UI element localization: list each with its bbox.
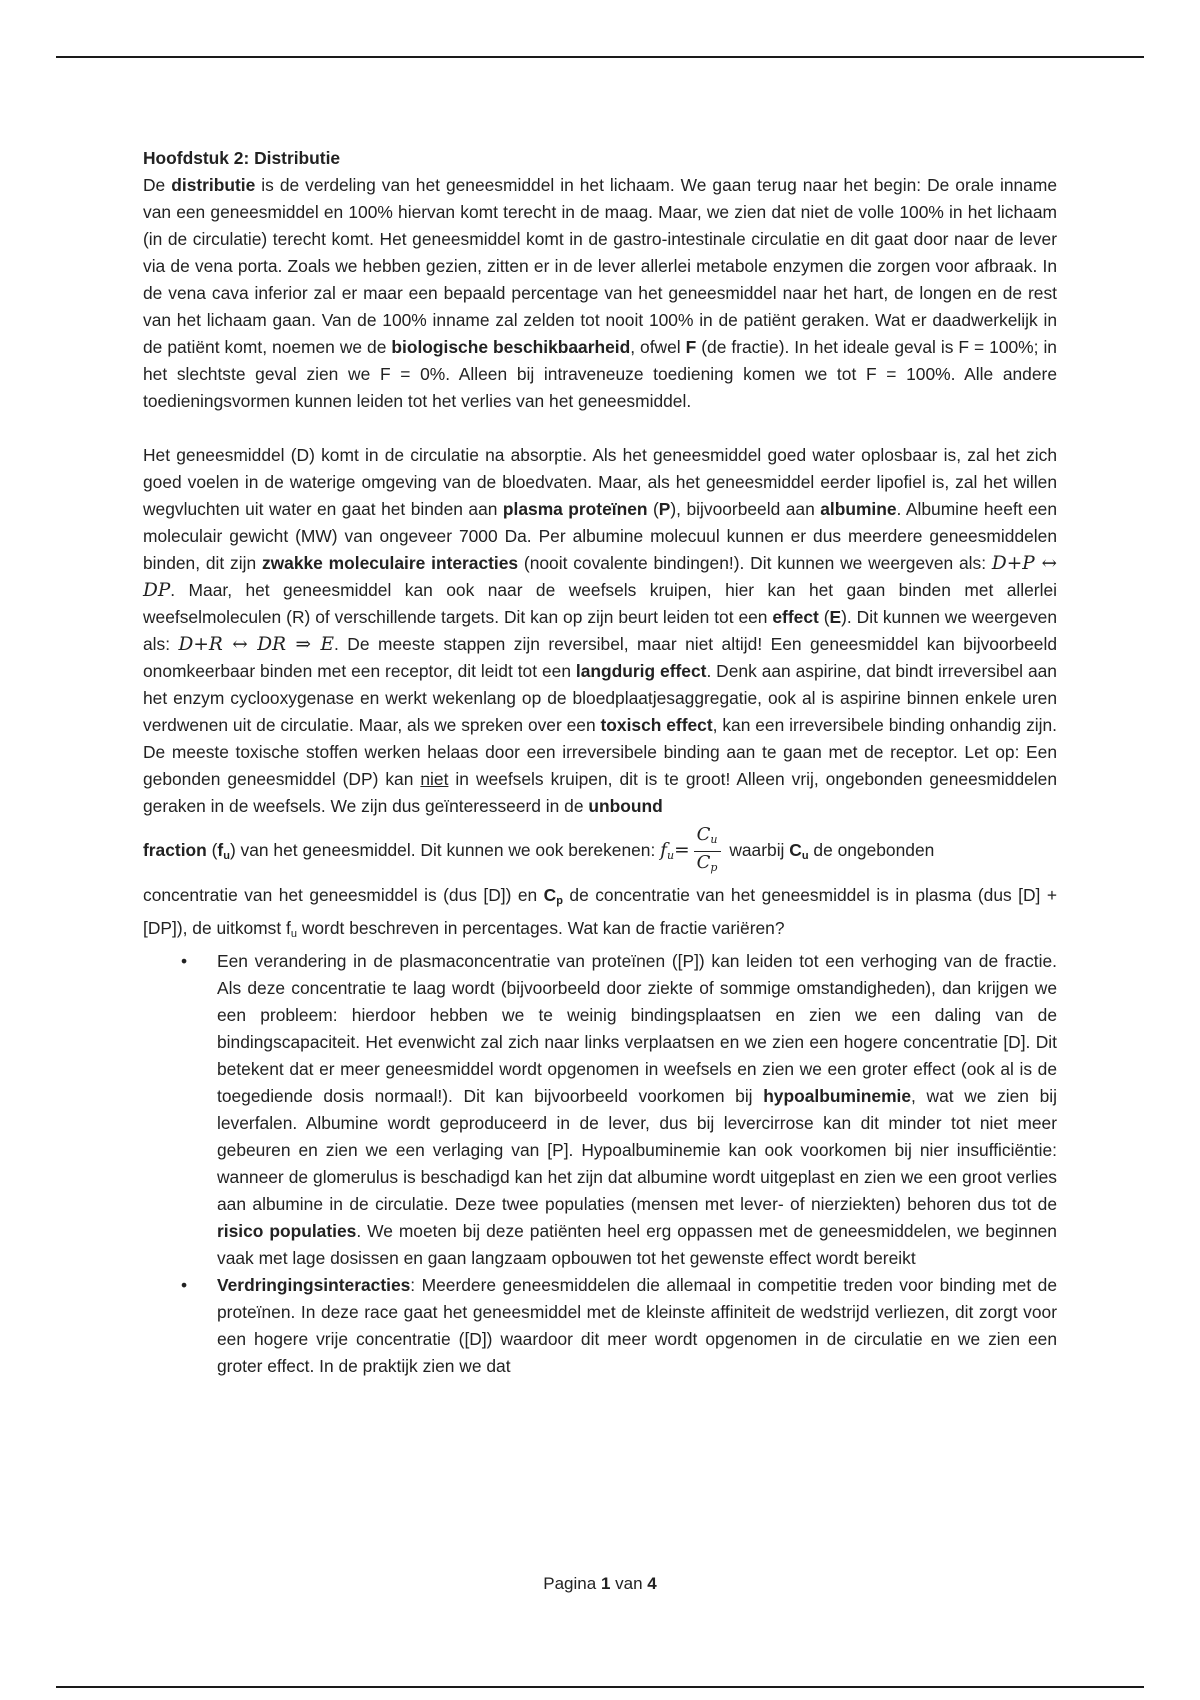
chapter-heading: Hoofdstuk 2: Distributie — [143, 148, 341, 168]
bullet-list — [143, 948, 1057, 1380]
formula-denominator: $C_p$ — [696, 851, 718, 874]
page-footer: Pagina 1 van 4 — [543, 1574, 657, 1593]
current-page: 1 — [600, 1574, 611, 1593]
formula-sentence: fraction $(f_u)$ van het geneesmiddel. Dit kunnen we ook berekenen: $f_u=$ $\frac{C_u}{C_p}$ waarbij $C_u$ de ongebonden — [143, 824, 934, 879]
formula-lhs: $f_u=$ — [660, 839, 690, 862]
bullet-icon: • — [181, 1275, 188, 1295]
list-item: • Verdringingsinteracties: Meerdere geneesmiddelen die allemaal in competitie treden voor binding met de proteïnen. In deze race gaat het geneesmiddel met de kleinste affiniteit de wedstrijd verliezen, dit zorgt voor een hogere vrije concentratie ([D]) waardoor dit meer wordt opgenomen in de circulatie en we zien een groter effect. In de praktijk zien we dat — [143, 1272, 1057, 1380]
footer-rule — [56, 1686, 1144, 1688]
inline-equation: D+R ↔ DR ⇒ E — [178, 634, 335, 655]
formula-numerator: $C_u$ — [694, 824, 721, 852]
paragraph-concentration: concentratie van het geneesmiddel is (dus [D]) en $C_p$ de concentratie van het geneesmiddel is in plasma (dus [D] + [DP]), de uitkomst $f_u$ wordt beschreven in percentages. Wat kan de fractie variëren? — [143, 885, 1057, 940]
fraction-word: fraction — [143, 839, 207, 860]
unbound-fraction-formula — [694, 824, 721, 879]
list-item: • Een verandering in de plasmaconcentratie van proteïnen ([P]) kan leiden tot een verhoging van de fractie. Als deze concentratie te laag wordt (bijvoorbeeld door ziekte of sommige omstandigheden), dan krijgen we een probleem: hierdoor hebben we te weinig bindingsplaatsen en zien we een daling van de bindingscapaciteit. Het evenwicht zal zich naar links verplaatsen en we zien een hogere concentratie [D]. Dit betekent dat er meer geneesmiddel wordt opgenomen in weefsels en zien we een groter effect (ook al is de toegediende dosis normaal!). Dit kan bijvoorbeeld voorkomen bij hypoalbuminemie, wat we zien bij leverfalen. Albumine wordt geproduceerd in de lever, dus bij levercirrose kan dit minder tot niet meer gebeuren en zien we een verlaging van [P]. Hypoalbuminemie kan ook voorkomen bij nier insufficiëntie: wanneer de glomerulus is beschadigd kan het zijn dat albumine wordt uitgeplast en zien we een groot verlies aan albumine in de circulatie. Deze twee populaties (mensen met lever- of nierziekten) behoren dus tot de risico populaties. We moeten bij deze patiënten heel erg oppassen met de geneesmiddelen, we beginnen vaak met lage dosissen en gaan langzaam opbouwen tot het gewenste effect wordt bereikt — [143, 948, 1057, 1272]
header-rule — [56, 56, 1144, 58]
inline-equation: D+P ↔ DP — [143, 553, 1057, 601]
document-body — [143, 145, 1057, 1380]
paragraph-binding: Het geneesmiddel (D) komt in de circulatie na absorptie. Als het geneesmiddel goed water oplosbaar is, zal het zich goed voelen in de waterige omgeving van de bloedvaten. Maar, als het geneesmiddel eerder lipofiel is, zal het willen wegvluchten uit water en gaat het binden aan plasma proteïnen (P), bijvoorbeeld aan albumine. Albumine heeft een moleculair gewicht (MW) van ongeveer 7000 Da. Per albumine molecuul kunnen er dus meerdere geneesmiddelen binden, dit zijn zwakke moleculaire interacties (nooit covalente bindingen!). Dit kunnen we weergeven als: D+P ↔ DP. Maar, het geneesmiddel kan ook naar de weefsels kruipen, hier kan het gaan binden met allerlei weefselmoleculen (R) of verschillende targets. Dit kan op zijn beurt leiden tot een effect (E). Dit kunnen we weergeven als: D+R ↔ DR ⇒ E. De meeste stappen zijn reversibel, maar niet altijd! Een geneesmiddel kan bijvoorbeeld onomkeerbaar binden met een receptor, dit leidt tot een langdurig effect. Denk aan aspirine, dat bindt irreversibel aan het enzym cyclooxygenase en werkt wekenlang op de bloedplaatjesaggregatie, ook al is aspirine binnen enkele uren verdwenen uit de circulatie. Maar, als we spreken over een toxisch effect, kan een irreversibele binding onhandig zijn. De meeste toxische stoffen werken helaas door een irreversibele binding aan te gaan met de receptor. Let op: Een gebonden geneesmiddel (DP) kan niet in weefsels kruipen, dit is te groot! Alleen vrij, ongebonden geneesmiddelen geraken in de weefsels. We zijn dus geïnteresseerd in de unbound — [143, 445, 1058, 816]
total-pages: 4 — [647, 1574, 657, 1593]
paragraph-distributie: De distributie is de verdeling van het geneesmiddel in het lichaam. We gaan terug naar het begin: De orale inname van een geneesmiddel en 100% hiervan komt terecht in de maag. Maar, we zien dat niet de volle 100% in het lichaam (in de circulatie) terecht komt. Het geneesmiddel komt in de gastro-intestinale circulatie en dit gaat door naar de lever via de vena porta. Zoals we hebben gezien, zitten er in de lever allerlei metabole enzymen die zorgen voor afbraak. In de vena cava inferior zal er maar een bepaald percentage van het geneesmiddel naar het hart, de longen en de rest van het lichaam gaan. Van de 100% inname zal zelden tot nooit 100% in de patiënt geraken. Wat er daadwerkelijk in de patiënt komt, noemen we de biologische beschikbaarheid, ofwel F (de fractie). In het ideale geval is F = 100%; in het slechtste geval zien we F = 0%. Alleen bij intraveneuze toediening komen we tot F = 100%. Alle andere toedieningsvormen kunnen leiden tot het verlies van het geneesmiddel. — [143, 175, 1058, 411]
bullet-icon: • — [181, 951, 188, 971]
formula-line — [143, 820, 1057, 882]
paragraph-gap — [143, 415, 1057, 442]
